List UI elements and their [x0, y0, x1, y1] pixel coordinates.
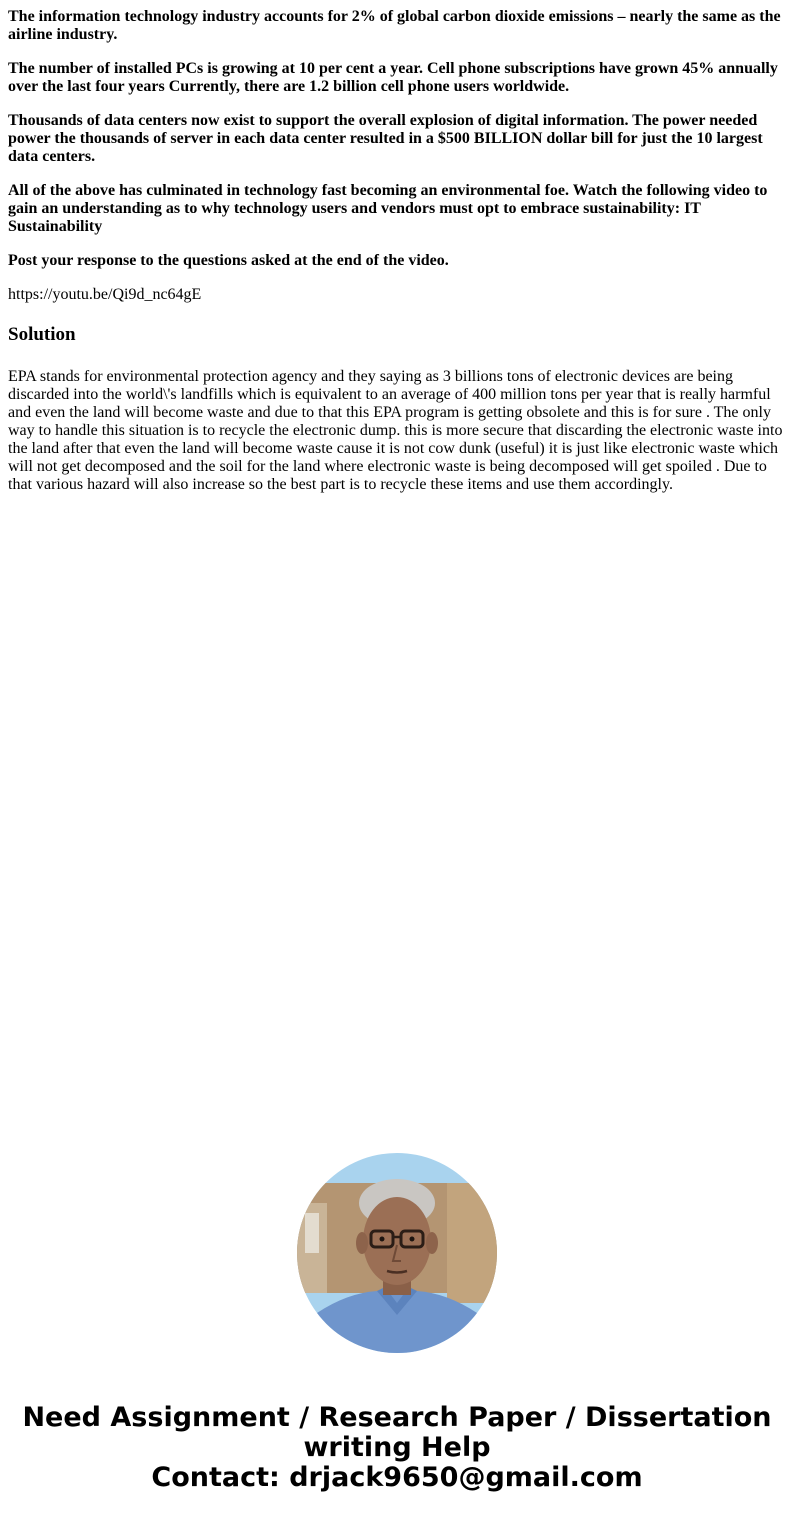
author-avatar	[297, 1153, 497, 1353]
question-paragraph-1: The information technology industry accounts for 2% of global carbon dioxide emissions – nearly the same as the airline industry.	[8, 8, 781, 43]
question-paragraph-3: Thousands of data centers now exist to support the overall explosion of digital information. The power needed power the thousands of server in each data center resulted in a $500 BILLION dollar bill for just the 10 largest data centers.	[8, 112, 763, 165]
document-body	[8, 8, 786, 494]
video-link: https://youtu.be/Qi9d_nc64gE	[8, 286, 202, 303]
promo-contact-email: Contact: drjack9650@gmail.com	[151, 1462, 643, 1493]
solution-heading: Solution	[8, 324, 76, 345]
promo-line-2: writing Help	[303, 1432, 491, 1463]
question-paragraph-5: Post your response to the questions asked at the end of the video.	[8, 252, 449, 269]
help-contact-banner	[0, 1403, 794, 1493]
solution-text: EPA stands for environmental protection agency and they saying as 3 billions tons of electronic devices are being discarded into the world\'s landfills which is equivalent to an average of 400 million tons per year that is really harmful and even the land will become waste and due to that this EPA program is getting obsolete and this is for sure . The only way to handle this situation is to recycle the electronic dump. this is more secure that discarding the electronic waste into the land after that even the land will become waste cause it is not cow dunk (useful) it is just like electronic waste which will not get decomposed and the soil for the land where electronic waste is being decomposed will get spoiled . Due to that various hazard will also increase so the best part is to recycle these items and use them accordingly.	[8, 368, 783, 493]
question-paragraph-2: The number of installed PCs is growing at 10 per cent a year. Cell phone subscriptions have grown 45% annually over the last four years Currently, there are 1.2 billion cell phone users worldwide.	[8, 60, 778, 95]
promo-line-1: Need Assignment / Research Paper / Dissertation	[22, 1402, 772, 1433]
author-photo	[297, 1153, 497, 1353]
question-paragraph-4: All of the above has culminated in technology fast becoming an environmental foe. Watch the following video to gain an understanding as to why technology users and vendors must opt to embrace sustainability: IT Sustainability	[8, 182, 768, 235]
